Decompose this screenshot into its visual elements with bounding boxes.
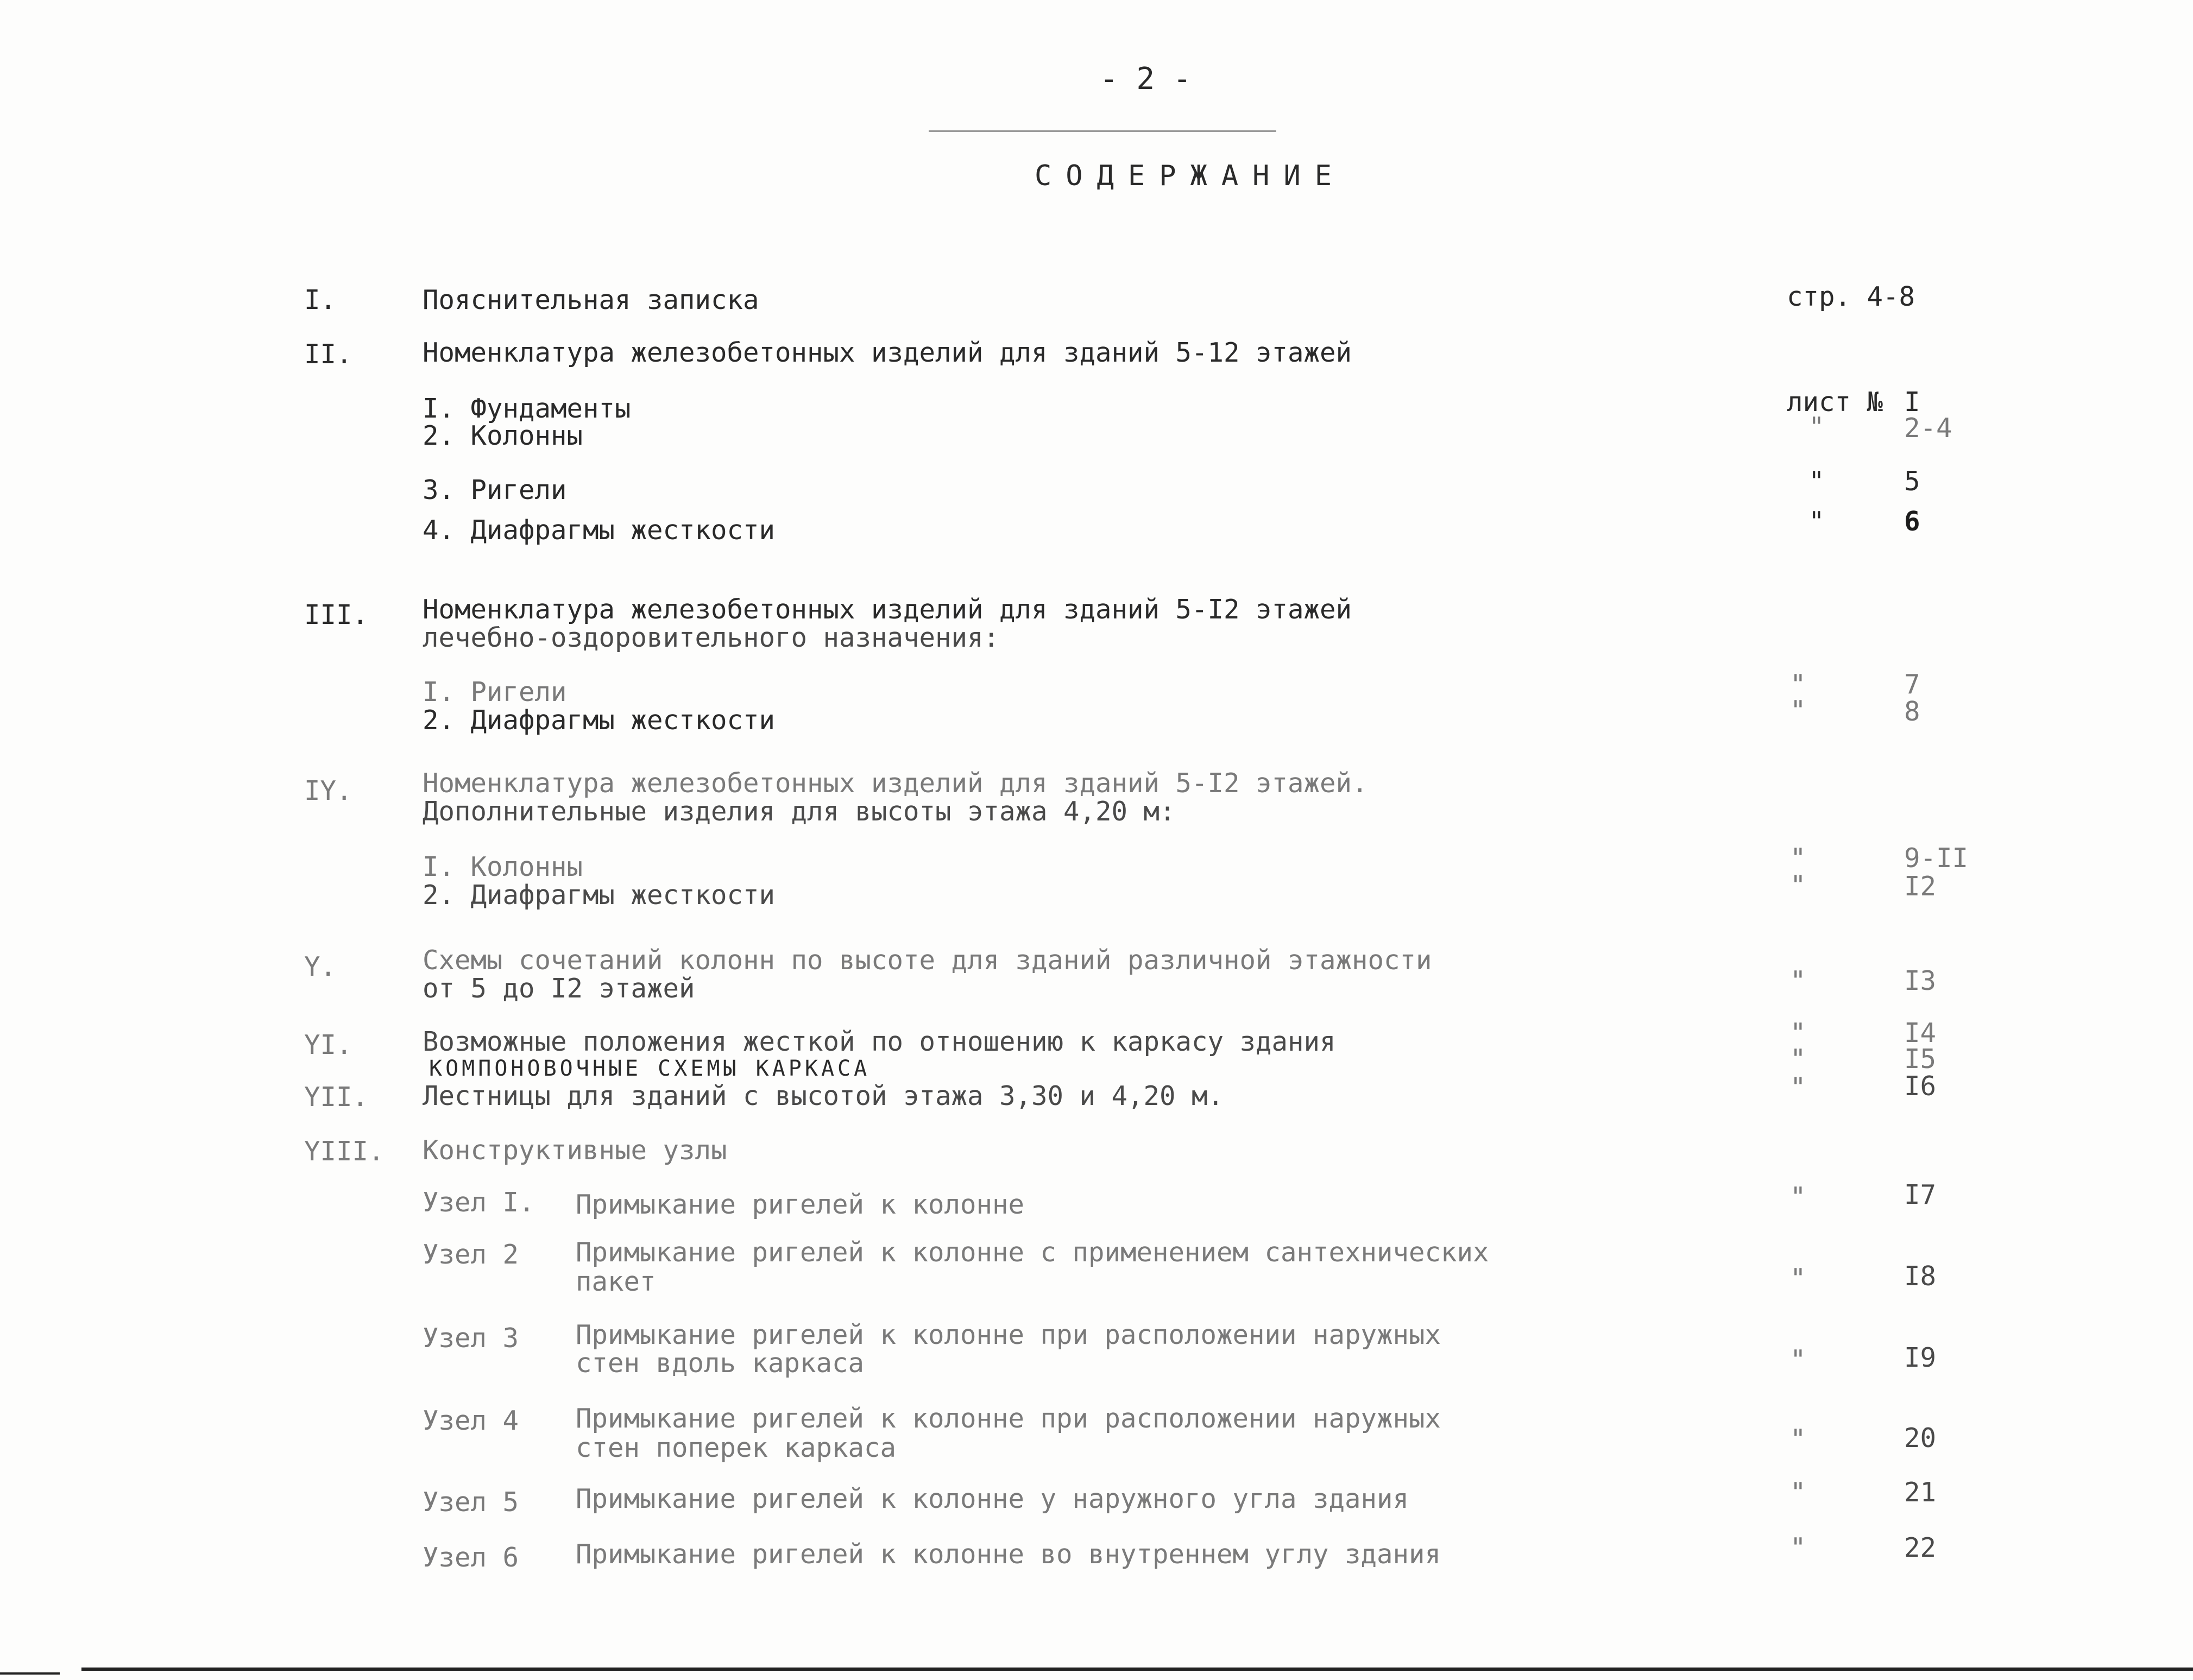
entry-mark: ": [1790, 1044, 1806, 1075]
entry-ref: 8: [1904, 696, 1920, 727]
entry-mark: ": [1808, 466, 1825, 497]
entry-number: IY.: [304, 775, 352, 806]
entry-ref: стр. 4-8: [1787, 281, 1915, 312]
entry-mark: ": [1790, 1072, 1806, 1103]
header-underline: [929, 130, 1276, 132]
entry-text: 2. Диафрагмы жесткости: [423, 705, 776, 736]
entry-text: I. Ригели: [423, 677, 567, 708]
entry-number: I.: [304, 285, 337, 315]
entry-text: Примыкание ригелей к колонне у наружного угла здания: [576, 1483, 1409, 1514]
entry-text: Пояснительная записка: [423, 285, 759, 315]
node-number: Узел 5: [423, 1487, 519, 1518]
node-number: Узел I.: [423, 1187, 535, 1218]
entry-text: Лестницы для зданий с высотой этажа 3,30 и 4,20 м.: [423, 1081, 1224, 1111]
entry-mark: ": [1790, 1018, 1806, 1049]
entry-text: I. Фундаменты: [423, 393, 631, 424]
node-number: Узел 4: [423, 1405, 519, 1436]
entry-mark: ": [1790, 1182, 1806, 1212]
entry-number: YIII.: [304, 1136, 385, 1167]
entry-text: Примыкание ригелей к колонне при расположении наружных: [576, 1403, 1441, 1434]
node-number: Узел 3: [423, 1323, 519, 1354]
entry-text: Номенклатура железобетонных изделий для зданий 5-12 этажей: [423, 337, 1352, 368]
entry-ref: I6: [1904, 1071, 1937, 1102]
entry-number: III.: [304, 599, 369, 630]
entry-mark: ": [1790, 1532, 1806, 1563]
entry-mark: ": [1790, 1344, 1806, 1375]
entry-text: I. Колонны: [423, 851, 583, 882]
entry-text: 2. Диафрагмы жесткости: [423, 880, 776, 911]
entry-text: Возможные положения жесткой по отношению к каркасу здания: [423, 1026, 1336, 1057]
entry-ref: 5: [1904, 466, 1920, 497]
entry-text: 2. Колонны: [423, 420, 583, 451]
entry-text: Дополнительные изделия для высоты этажа 4,20 м:: [423, 796, 1176, 827]
entry-text: Номенклатура железобетонных изделий для зданий 5-I2 этажей: [423, 594, 1352, 625]
entry-mark: ": [1790, 669, 1806, 700]
entry-mark: ": [1790, 695, 1806, 726]
entry-number: II.: [304, 339, 352, 370]
entry-text: стен вдоль каркаса: [576, 1348, 865, 1379]
entry-number: YI.: [304, 1030, 352, 1060]
entry-mark: ": [1790, 1424, 1806, 1455]
entry-ref: I: [1904, 387, 1920, 418]
entry-mark: ": [1790, 1263, 1806, 1294]
entry-ref: 20: [1904, 1423, 1937, 1454]
entry-text: пакет: [576, 1266, 656, 1297]
entry-mark: ": [1808, 506, 1825, 537]
entry-text: Схемы сочетаний колонн по высоте для зданий различной этажности: [423, 945, 1432, 976]
entry-ref: I5: [1904, 1044, 1937, 1075]
entry-text: Примыкание ригелей к колонне при расположении наружных: [576, 1319, 1441, 1350]
entry-ref: I2: [1904, 871, 1937, 902]
entry-ref: I3: [1904, 965, 1937, 996]
entry-text: Примыкание ригелей к колонне с применением сантехнических: [576, 1237, 1489, 1268]
entry-text: лечебно-оздоровительного назначения:: [423, 622, 1000, 653]
entry-ref: 7: [1904, 669, 1920, 700]
entry-mark: ": [1790, 965, 1806, 996]
entry-text: Примыкание ригелей к колонне: [576, 1189, 1025, 1220]
entry-ref: 2-4: [1904, 413, 1952, 444]
bottom-border-line: [81, 1668, 2193, 1671]
bottom-border-stub: [0, 1672, 60, 1675]
page-title: СОДЕРЖАНИЕ: [1035, 160, 1346, 192]
entry-mark: ": [1790, 843, 1806, 874]
entry-mark: ": [1808, 412, 1825, 443]
entry-ref: I8: [1904, 1261, 1937, 1292]
entry-text: стен поперек каркаса: [576, 1432, 897, 1463]
entry-number: Y.: [304, 951, 337, 982]
node-number: Узел 2: [423, 1239, 519, 1270]
entry-text: 4. Диафрагмы жесткости: [423, 515, 776, 546]
entry-ref: 6: [1904, 506, 1920, 537]
entry-text: 3. Ригели: [423, 475, 567, 506]
entry-ref: I4: [1904, 1018, 1937, 1049]
entry-ref: 9-II: [1904, 843, 1969, 874]
page-number: - 2 -: [1100, 61, 1192, 97]
entry-mark: лист №: [1787, 387, 1883, 418]
node-number: Узел 6: [423, 1542, 519, 1573]
entry-ref: I9: [1904, 1342, 1937, 1373]
entry-text: КОМПОНОВОЧНЫЕ СХЕМЫ КАРКАСА: [429, 1056, 871, 1081]
entry-ref: I7: [1904, 1179, 1937, 1210]
entry-text: Номенклатура железобетонных изделий для зданий 5-I2 этажей.: [423, 768, 1368, 799]
entry-number: YII.: [304, 1082, 369, 1113]
entry-text: от 5 до I2 этажей: [423, 973, 695, 1004]
entry-ref: 21: [1904, 1477, 1937, 1508]
entry-mark: ": [1790, 870, 1806, 901]
entry-mark: ": [1790, 1477, 1806, 1508]
entry-ref: 22: [1904, 1532, 1937, 1563]
entry-text: Примыкание ригелей к колонне во внутреннем углу здания: [576, 1539, 1441, 1570]
entry-text: Конструктивные узлы: [423, 1135, 727, 1166]
